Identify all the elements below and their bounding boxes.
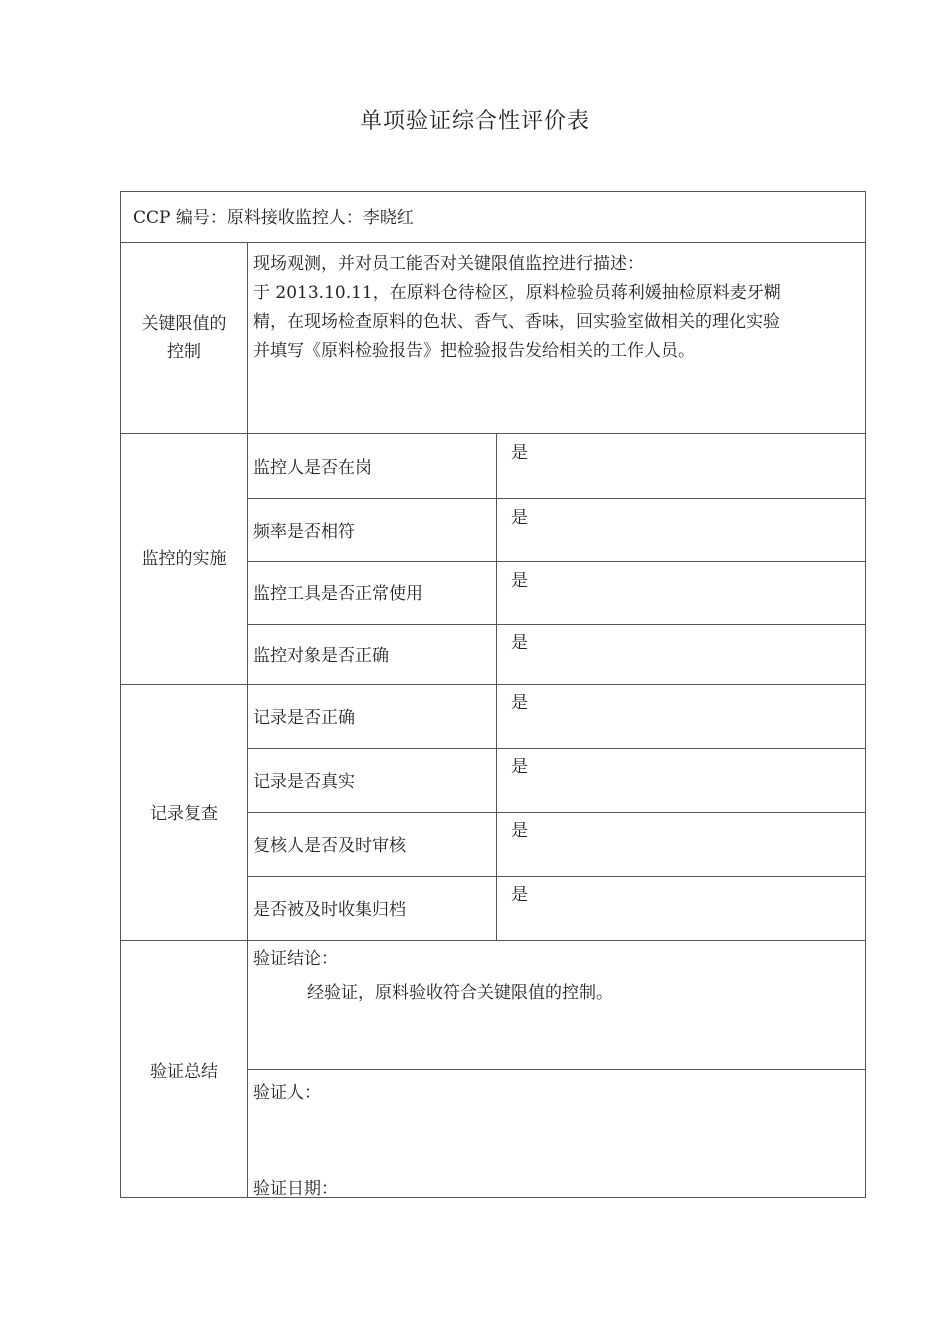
conclusion-label: 验证结论：: [253, 949, 338, 969]
column-divider: [496, 433, 497, 940]
records-label: 记录复查: [150, 804, 218, 824]
evaluation-table: [120, 191, 866, 1198]
row-divider: [247, 624, 865, 625]
summary-label: 验证总结: [150, 1062, 218, 1082]
description-line: 精，在现场检查原料的色状、香气、香味，回实验室做相关的理化实验: [253, 312, 780, 332]
row-divider: [121, 684, 865, 685]
description-line: 现场观测，并对员工能否对关键限值监控进行描述：: [253, 254, 644, 274]
records-answer: 是: [511, 885, 528, 905]
records-question: 是否被及时收集归档: [253, 900, 406, 920]
row-divider: [247, 812, 865, 813]
monitoring-question: 频率是否相符: [253, 522, 355, 542]
monitoring-answer: 是: [511, 443, 528, 463]
monitoring-answer: 是: [511, 508, 528, 528]
conclusion-text: 经验证，原料验收符合关键限值的控制。: [307, 983, 613, 1003]
monitoring-label: 监控的实施: [141, 549, 227, 569]
records-answer: 是: [511, 693, 528, 713]
critical-limit-label-line1: 关键限值的: [141, 314, 227, 334]
column-divider: [247, 242, 248, 1197]
row-divider: [247, 498, 865, 499]
row-divider: [121, 433, 865, 434]
critical-limit-label: [121, 310, 247, 366]
monitoring-answer: 是: [511, 571, 528, 591]
row-divider: [247, 1069, 865, 1070]
records-question: 记录是否真实: [253, 772, 355, 792]
critical-limit-label-line2: 控制: [167, 342, 201, 362]
row-divider: [247, 561, 865, 562]
monitoring-answer: 是: [511, 633, 528, 653]
form-title: 单项验证综合性评价表: [359, 109, 590, 134]
records-answer: 是: [511, 821, 528, 841]
ccp-header: CCP 编号：原料接收监控人：李晓红: [133, 208, 414, 228]
monitoring-question: 监控工具是否正常使用: [253, 584, 423, 604]
monitoring-question: 监控人是否在岗: [253, 458, 372, 478]
description-line: 于 2013.10.11，在原料仓待检区，原料检验员蒋利媛抽检原料麦牙糊: [253, 283, 781, 303]
critical-limit-description: [253, 250, 858, 366]
verification-date-label: 验证日期：: [253, 1179, 338, 1199]
records-question: 记录是否正确: [253, 708, 355, 728]
row-divider: [121, 242, 865, 243]
description-line: 并填写《原料检验报告》把检验报告发给相关的工作人员。: [253, 341, 695, 361]
row-divider: [247, 876, 865, 877]
records-question: 复核人是否及时审核: [253, 836, 406, 856]
records-answer: 是: [511, 757, 528, 777]
monitoring-question: 监控对象是否正确: [253, 646, 389, 666]
row-divider: [121, 940, 865, 941]
row-divider: [247, 748, 865, 749]
verifier-label: 验证人：: [253, 1083, 321, 1103]
